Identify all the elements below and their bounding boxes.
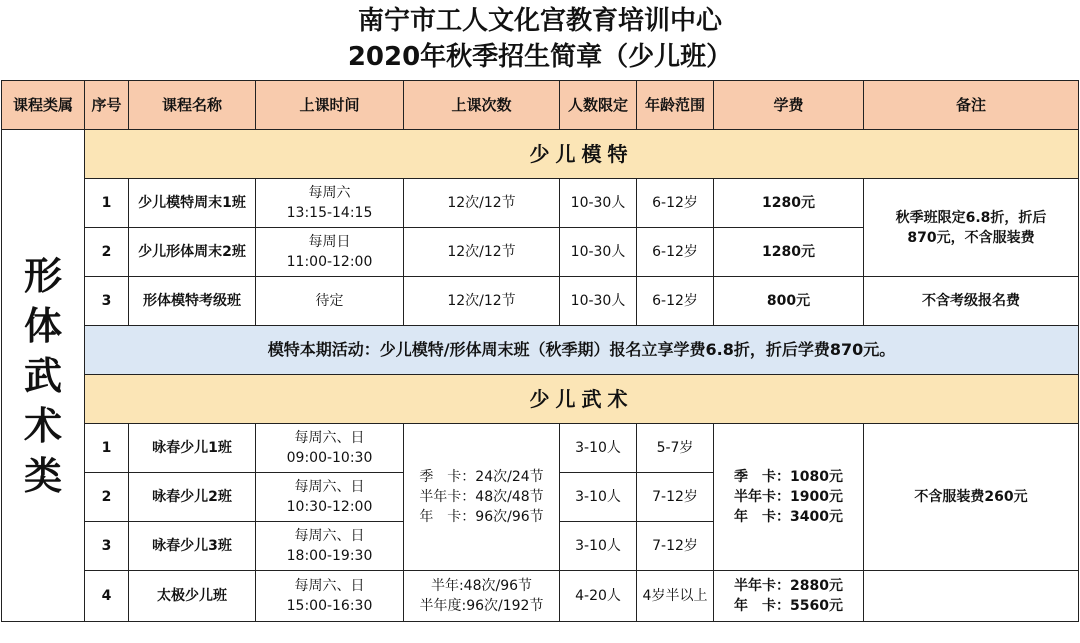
tuition: 1280元: [714, 228, 864, 277]
age-range: 4岁半以上: [637, 571, 714, 622]
class-time: 每周六 13:15-14:15: [256, 179, 404, 228]
class-size: 10-30人: [560, 277, 637, 326]
row-number: 2: [85, 473, 129, 522]
class-time: 每周六、日 10:30-12:00: [256, 473, 404, 522]
course-name: 咏春少儿2班: [129, 473, 256, 522]
header-tuition: 学费: [714, 81, 864, 130]
category-cell: 形 体 武 术 类: [2, 130, 85, 622]
course-name: 少儿形体周末2班: [129, 228, 256, 277]
age-range: 6-12岁: [637, 277, 714, 326]
remarks: 不含考级报名费: [864, 277, 1079, 326]
row-number: 3: [85, 522, 129, 571]
row-number: 1: [85, 424, 129, 473]
remarks: 不含服装费260元: [864, 424, 1079, 571]
page-subtitle: 2020年秋季招生简章（少儿班）: [347, 42, 733, 72]
row-number: 3: [85, 277, 129, 326]
enrollment-table: [1, 80, 1079, 622]
row-number: 4: [85, 571, 129, 622]
header-class-time: 上课时间: [256, 81, 404, 130]
header-remarks: 备注: [864, 81, 1079, 130]
table-row: [2, 179, 1079, 228]
age-range: 6-12岁: [637, 179, 714, 228]
tuition: 1280元: [714, 179, 864, 228]
activity-row: [2, 326, 1079, 375]
tuition: 半年卡：2880元 年 卡：5560元: [714, 571, 864, 622]
tuition: 800元: [714, 277, 864, 326]
sessions: 季 卡：24次/24节 半年卡：48次/48节 年 卡：96次/96节: [404, 424, 560, 571]
class-size: 4-20人: [560, 571, 637, 622]
section-title-martial-arts: 少儿武术: [85, 375, 1079, 424]
age-range: 5-7岁: [637, 424, 714, 473]
header-class-size: 人数限定: [560, 81, 637, 130]
table-row: [2, 571, 1079, 622]
class-size: 10-30人: [560, 228, 637, 277]
header-row: [2, 81, 1079, 130]
section-row: [2, 130, 1079, 179]
remarks: 秋季班限定6.8折，折后 870元，不含服装费: [864, 179, 1079, 277]
age-range: 6-12岁: [637, 228, 714, 277]
course-name: 太极少儿班: [129, 571, 256, 622]
course-name: 咏春少儿3班: [129, 522, 256, 571]
class-size: 3-10人: [560, 424, 637, 473]
sessions: 12次/12节: [404, 179, 560, 228]
page-title: 南宁市工人文化宫教育培训中心: [357, 6, 722, 36]
course-name: 少儿模特周末1班: [129, 179, 256, 228]
class-size: 10-30人: [560, 179, 637, 228]
sessions: 12次/12节: [404, 277, 560, 326]
header-course-name: 课程名称: [129, 81, 256, 130]
header-number: 序号: [85, 81, 129, 130]
class-time: 每周六、日 15:00-16:30: [256, 571, 404, 622]
class-time: 每周六、日 09:00-10:30: [256, 424, 404, 473]
course-name: 形体模特考级班: [129, 277, 256, 326]
header-sessions: 上课次数: [404, 81, 560, 130]
age-range: 7-12岁: [637, 473, 714, 522]
activity-banner: 模特本期活动：少儿模特/形体周末班（秋季期）报名立享学费6.8折，折后学费870元。: [85, 326, 1079, 375]
table-row: [2, 277, 1079, 326]
sessions: 12次/12节: [404, 228, 560, 277]
table-row: [2, 424, 1079, 473]
remarks: [864, 571, 1079, 622]
age-range: 7-12岁: [637, 522, 714, 571]
class-time: 每周日 11:00-12:00: [256, 228, 404, 277]
class-time: 每周六、日 18:00-19:30: [256, 522, 404, 571]
section-title-model: 少儿模特: [85, 130, 1079, 179]
row-number: 1: [85, 179, 129, 228]
sessions: 半年:48次/96节 半年度:96次/192节: [404, 571, 560, 622]
header-age-range: 年龄范围: [637, 81, 714, 130]
row-number: 2: [85, 228, 129, 277]
class-size: 3-10人: [560, 473, 637, 522]
section-row: [2, 375, 1079, 424]
course-name: 咏春少儿1班: [129, 424, 256, 473]
tuition: 季 卡：1080元 半年卡：1900元 年 卡：3400元: [714, 424, 864, 571]
header-category: 课程类属: [2, 81, 85, 130]
class-size: 3-10人: [560, 522, 637, 571]
class-time: 待定: [256, 277, 404, 326]
